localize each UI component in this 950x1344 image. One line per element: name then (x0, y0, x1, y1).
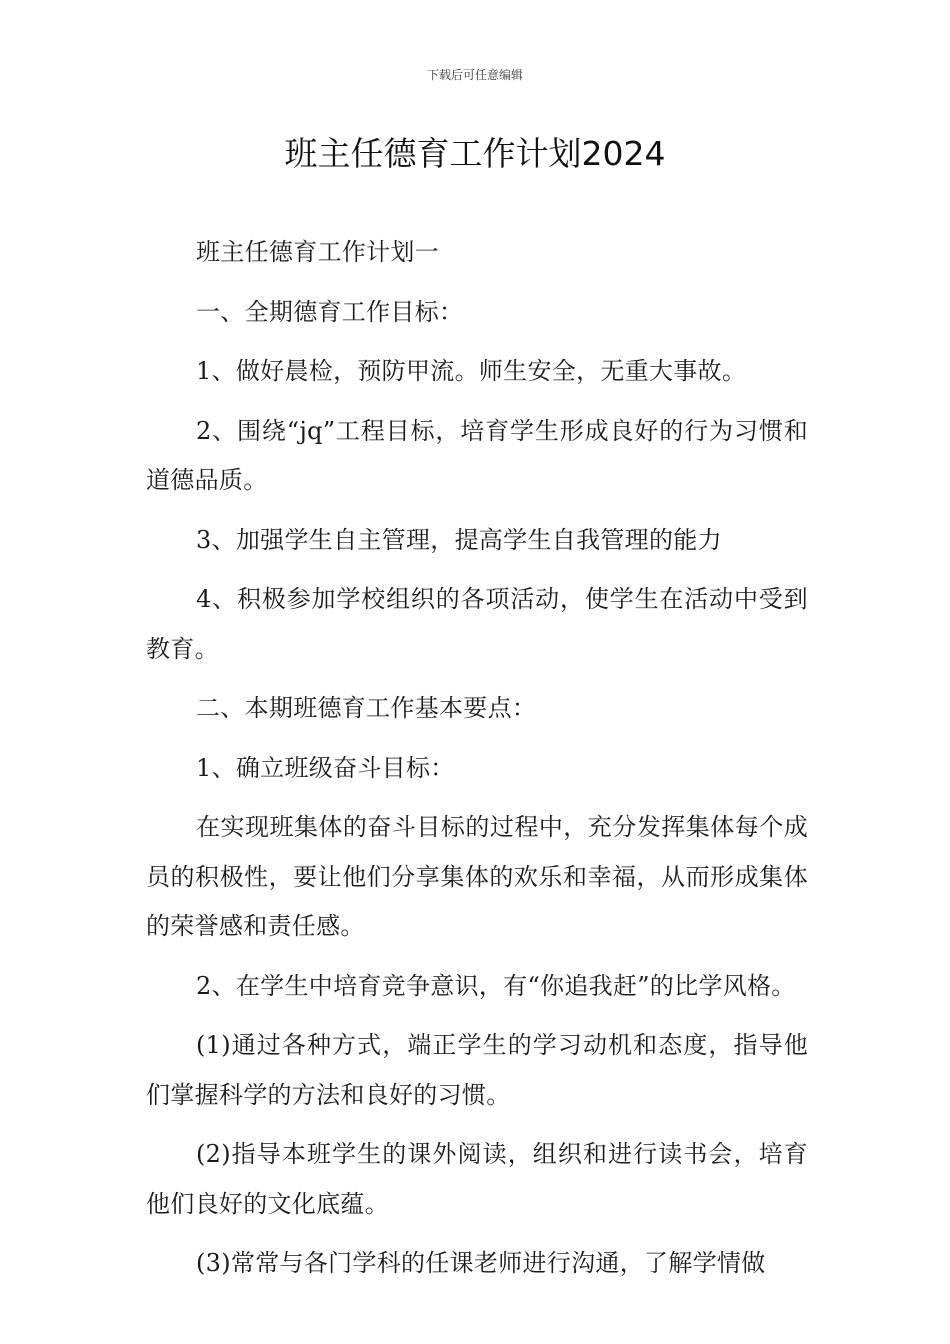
document-body (146, 228, 808, 1299)
paragraph-goal-4: 4、积极参加学校组织的各项活动，使学生在活动中受到教育。 (146, 585, 808, 663)
paragraph-goals-heading: 一、全期德育工作目标： (196, 297, 464, 326)
header-note: 下载后可任意编辑 (426, 68, 523, 82)
paragraph-sub-point-3: (3)常常与各门学科的任课老师进行沟通，了解学情做 (196, 1249, 766, 1277)
paragraph-point-2: 2、在学生中培育竞争意识，有“你追我赶”的比学风格。 (196, 971, 796, 1000)
paragraph-sub-point-1: (1)通过各种方式，端正学生的学习动机和态度，指导他们掌握科学的方法和良好的习惯。 (146, 1031, 808, 1109)
paragraph-sub-point-2: (2)指导本班学生的课外阅读，组织和进行读书会，培育他们良好的文化底蕴。 (146, 1140, 808, 1218)
paragraph-goal-1: 1、做好晨检，预防甲流。师生安全，无重大事故。 (196, 357, 747, 385)
paragraph-point-1-detail: 在实现班集体的奋斗目标的过程中，充分发挥集体每个成员的积极性，要让他们分享集体的欢乐和幸福，从而形成集体的荣誉感和责任感。 (146, 813, 808, 940)
paragraph-goal-3: 3、加强学生自主管理，提高学生自我管理的能力 (196, 525, 722, 554)
paragraph-point-1: 1、确立班级奋斗目标： (196, 753, 455, 782)
paragraph-section-heading: 班主任德育工作计划一 (196, 238, 439, 266)
document-title: 班主任德育工作计划2024 (284, 134, 666, 173)
paragraph-goal-2: 2、围绕“jq”工程目标，培育学生形成良好的行为习惯和道德品质。 (146, 416, 808, 494)
paragraph-points-heading: 二、本期班德育工作基本要点： (196, 694, 537, 722)
